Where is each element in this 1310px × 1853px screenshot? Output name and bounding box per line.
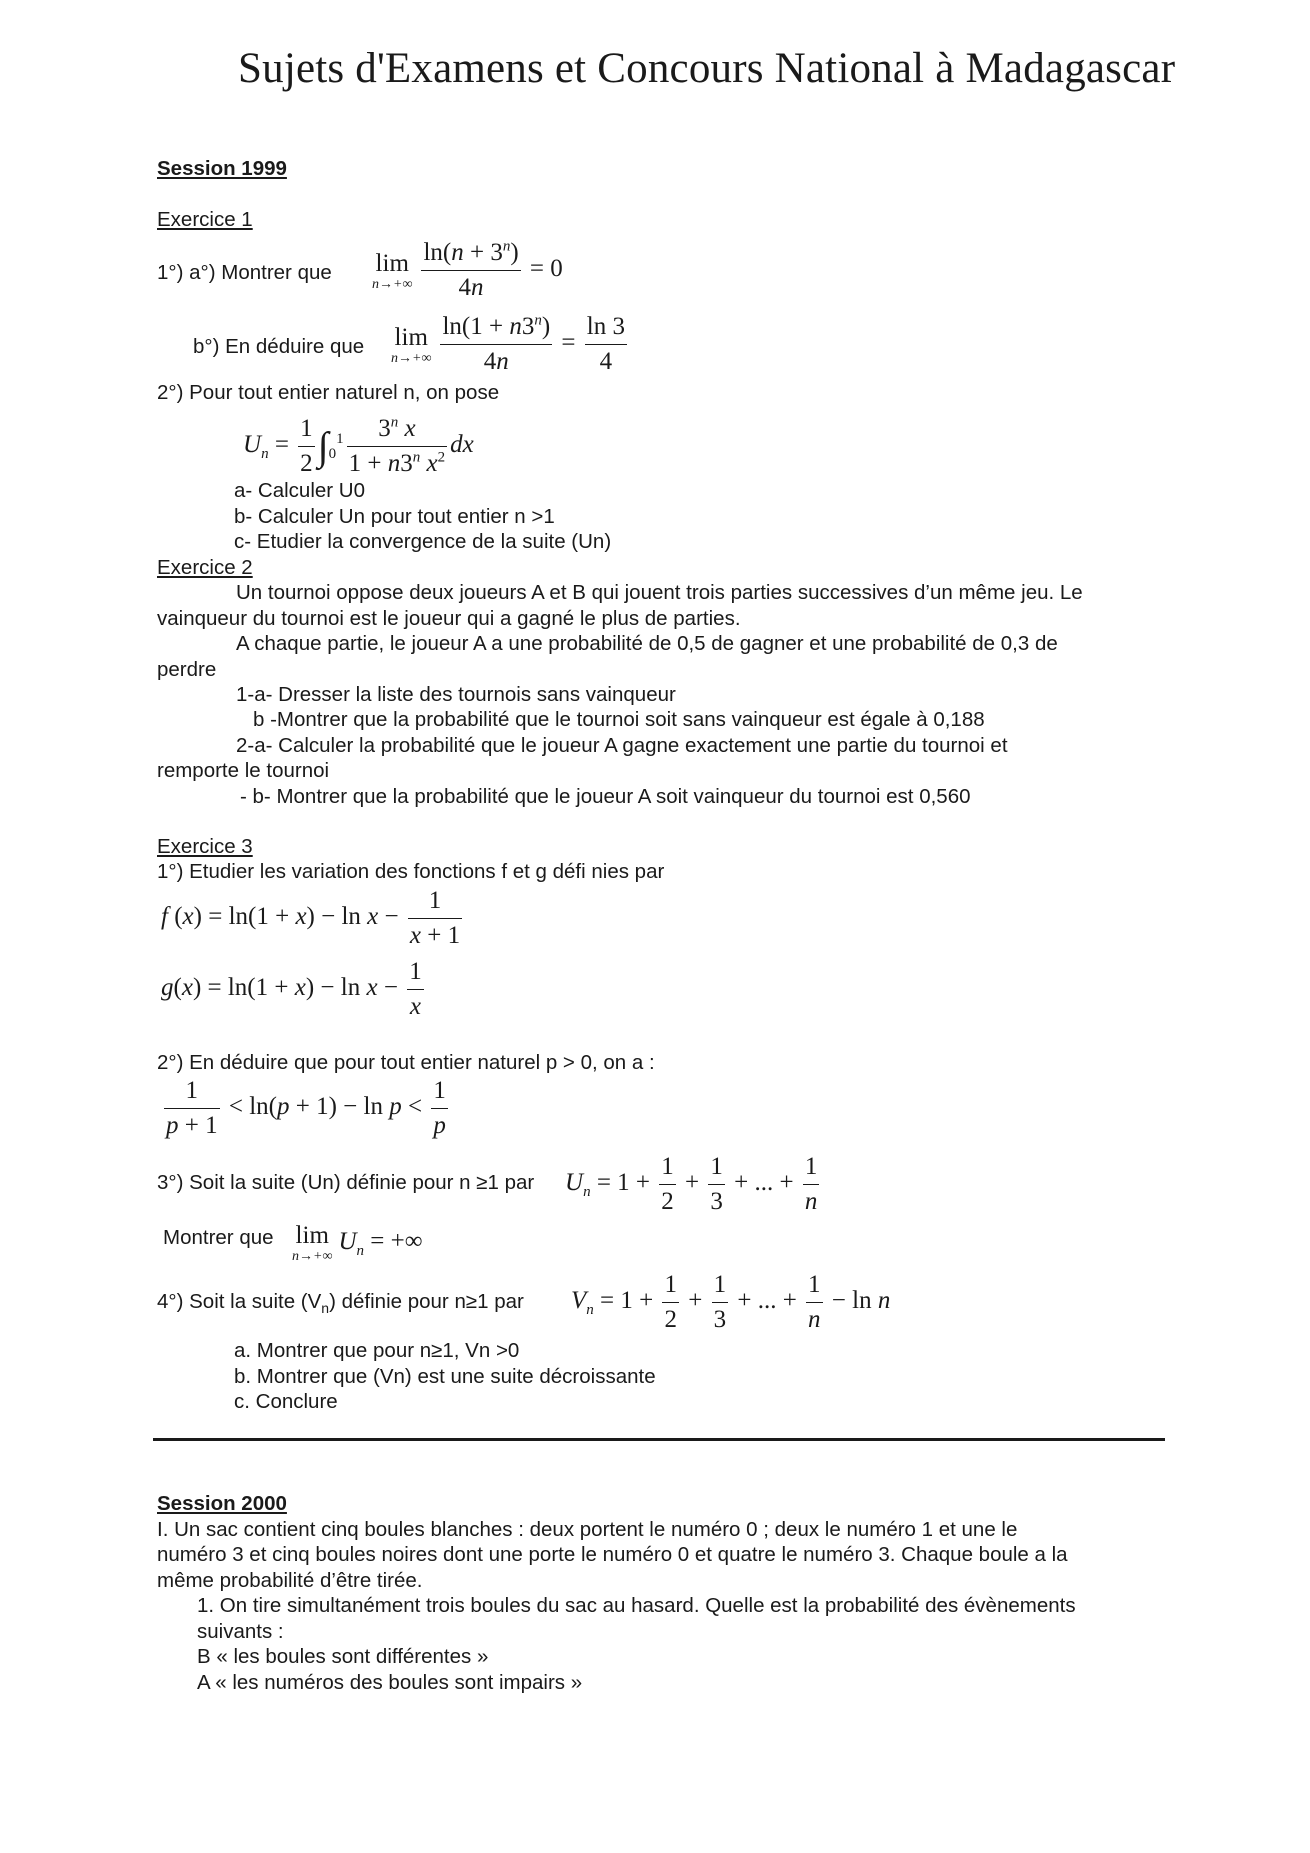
ex1-q1b-formula: lim n→+∞ $\frac{\ln(1 + n3^n)}{4n}$ = $\frac{\ln 3}{4}$: [391, 310, 630, 379]
ex3-q3-label: 3°) Soit la suite (Un) définie pour n ≥1 par: [157, 1171, 535, 1194]
exercise-1-title: Exercice 1: [157, 208, 253, 231]
exercise-2-title: Exercice 2: [157, 556, 253, 579]
ex1-item-c: c- Etudier la convergence de la suite (Un): [234, 530, 612, 553]
exercise-3-title: Exercice 3: [157, 835, 253, 858]
ex3-q3-show: Montrer que: [163, 1226, 274, 1249]
s2000-event-a: A « les numéros des boules sont impairs »: [197, 1671, 583, 1694]
s2000-event-b: B « les boules sont différentes »: [197, 1645, 489, 1668]
ex3-q4-label: 4°) Soit la suite $(V_n)$ définie pour n≥1 par: [157, 1290, 524, 1317]
ex3-inequality: $\frac{1}{p + 1}$ < ln(p + 1) − ln p < $\frac{1}{p}$: [161, 1074, 451, 1143]
s2000-paragraph-line-1: I. Un sac contient cinq boules blanches : deux portent le numéro 0 ; deux le numéro 1 et une le: [157, 1518, 1018, 1541]
ex2-q2a-line-1: 2-a- Calculer la probabilité que le joueur A gagne exactement une partie du tournoi et: [236, 734, 1008, 757]
ex2-q1b: b -Montrer que la probabilité que le tournoi soit sans vainqueur est égale à 0,188: [253, 708, 985, 731]
section-divider: [153, 1438, 1165, 1441]
ex1-item-b: b- Calculer Un pour tout entier n >1: [234, 505, 555, 528]
ex3-un-limit: lim n→+∞ $U_n$ = +∞: [292, 1222, 423, 1264]
ex3-q2: 2°) En déduire que pour tout entier naturel p > 0, on a :: [157, 1051, 655, 1074]
ex3-item-a: a. Montrer que pour n≥1, Vn >0: [234, 1339, 520, 1362]
ex1-q1a-formula: lim n→+∞ $\frac{\ln(n + 3^n)}{4n}$ = 0: [372, 236, 563, 305]
ex1-item-a: a- Calculer U0: [234, 479, 366, 502]
ex2-q1a: 1-a- Dresser la liste des tournois sans vainqueur: [236, 683, 676, 706]
ex2-paragraph-2-line-2: perdre: [157, 658, 217, 681]
ex3-un-sum: $U_n = 1$ + $\frac{1}{2}$ + $\frac{1}{3}$ + ... + $\frac{1}{n}$: [565, 1150, 822, 1219]
session-2000-title: Session 2000: [157, 1492, 287, 1515]
s2000-paragraph-line-3: même probabilité d’être tirée.: [157, 1569, 423, 1592]
page-header: Sujets d'Examens et Concours National à Madagascar: [238, 45, 1176, 92]
ex2-q2b: - b- Montrer que la probabilité que le joueur A soit vainqueur du tournoi est 0,560: [240, 785, 971, 808]
s2000-q1-line-2: suivants :: [197, 1620, 284, 1643]
ex3-item-c: c. Conclure: [234, 1390, 338, 1413]
ex1-un-integral: $U_n$ = $\frac{1}{2}$ $\int_0^1$ $\frac{3^n x}{1 + n3^n x^2}$ dx: [243, 412, 474, 481]
ex1-q1b-label: b°) En déduire que: [193, 335, 365, 358]
ex3-vn-sum: $V_n = 1$ + $\frac{1}{2}$ + $\frac{1}{3}$ + ... + $\frac{1}{n}$ − ln n: [571, 1268, 890, 1337]
ex3-item-b: b. Montrer que (Vn) est une suite décroissante: [234, 1365, 656, 1388]
ex3-f-definition: f (x) = ln(1 + x) − ln x − $\frac{1}{x + 1}$: [161, 884, 465, 953]
ex2-paragraph-2-line-1: A chaque partie, le joueur A a une probabilité de 0,5 de gagner et une probabilité de 0,3 de: [236, 632, 1058, 655]
ex1-q1a-label: 1°) a°) Montrer que: [157, 261, 332, 284]
session-1999-title: Session 1999: [157, 157, 287, 180]
ex3-q1: 1°) Etudier les variation des fonctions f et g défi nies par: [157, 860, 665, 883]
ex2-q2a-line-2: remporte le tournoi: [157, 759, 330, 782]
s2000-q1-line-1: 1. On tire simultanément trois boules du sac au hasard. Quelle est la probabilité des évènements: [197, 1594, 1076, 1617]
ex2-paragraph-1-line-1: Un tournoi oppose deux joueurs A et B qui jouent trois parties successives d’un même jeu. Le: [236, 581, 1083, 604]
ex1-q2-label: 2°) Pour tout entier naturel n, on pose: [157, 381, 500, 404]
ex2-paragraph-1-line-2: vainqueur du tournoi est le joueur qui a gagné le plus de parties.: [157, 607, 741, 630]
s2000-paragraph-line-2: numéro 3 et cinq boules noires dont une porte le numéro 0 et quatre le numéro 3. Chaque boule a la: [157, 1543, 1068, 1566]
ex3-g-definition: g(x) = ln(1 + x) − ln x − $\frac{1}{x}$: [161, 955, 427, 1024]
